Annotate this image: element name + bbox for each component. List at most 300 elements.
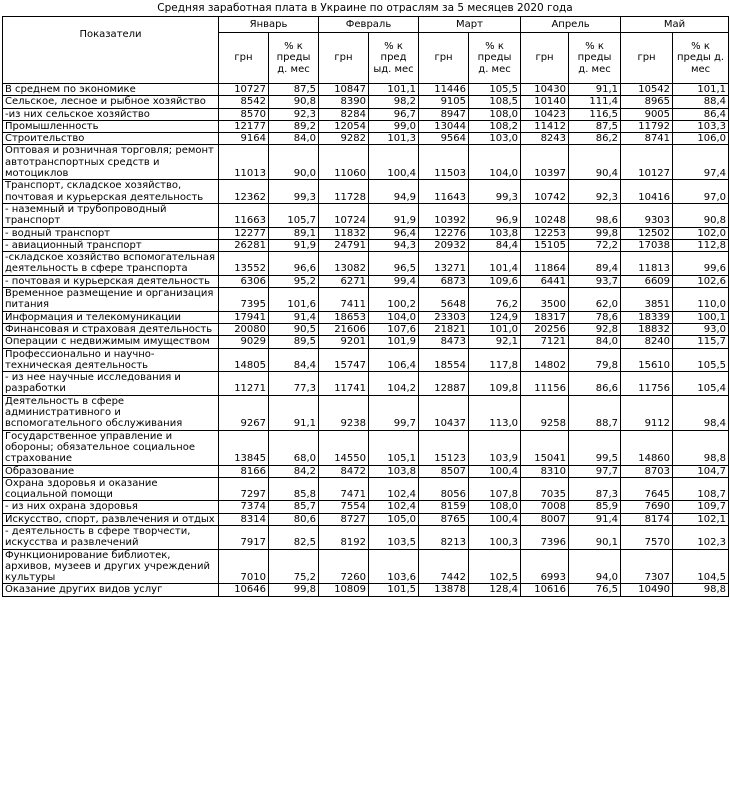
cell-pct: 103,8 <box>469 227 521 239</box>
row-label: Искусство, спорт, развлечения и отдых <box>3 513 219 525</box>
month-header-apr: Апрель <box>521 17 621 33</box>
table-row <box>3 239 729 251</box>
cell-uah: 13878 <box>419 584 469 596</box>
cell-uah: 8965 <box>621 96 673 108</box>
table-row <box>3 275 729 287</box>
cell-pct: 85,8 <box>269 477 319 501</box>
cell-pct: 102,4 <box>369 477 419 501</box>
cell-uah: 6993 <box>521 549 569 584</box>
cell-pct: 98,2 <box>369 96 419 108</box>
table-row <box>3 465 729 477</box>
row-label: Промышленность <box>3 120 219 132</box>
sub-header-pct: % к преды д. мес <box>269 33 319 84</box>
cell-uah: 11013 <box>219 145 269 180</box>
table-row <box>3 108 729 120</box>
cell-uah: 11756 <box>621 372 673 396</box>
cell-pct: 104,2 <box>369 372 419 396</box>
cell-pct: 108,0 <box>469 501 521 513</box>
cell-uah: 10430 <box>521 84 569 96</box>
cell-uah: 7035 <box>521 477 569 501</box>
cell-uah: 10416 <box>621 180 673 204</box>
sub-header-uah: грн <box>219 33 269 84</box>
cell-uah: 11156 <box>521 372 569 396</box>
cell-uah: 12887 <box>419 372 469 396</box>
cell-pct: 86,4 <box>673 108 729 120</box>
cell-uah: 10742 <box>521 180 569 204</box>
cell-pct: 90,5 <box>269 323 319 335</box>
row-label: Операции с недвижимым имуществом <box>3 336 219 348</box>
cell-pct: 96,9 <box>469 203 521 227</box>
row-label: Профессионально и научно-техническая деятельность <box>3 348 219 372</box>
table-row <box>3 501 729 513</box>
cell-uah: 7645 <box>621 477 673 501</box>
cell-pct: 101,4 <box>469 252 521 276</box>
cell-uah: 8213 <box>419 525 469 549</box>
cell-uah: 12054 <box>319 120 369 132</box>
row-label: - деятельность в сфере творчести, искусства и развлечений <box>3 525 219 549</box>
cell-pct: 102,1 <box>673 513 729 525</box>
sub-header-uah: грн <box>419 33 469 84</box>
cell-uah: 7297 <box>219 477 269 501</box>
cell-pct: 84,0 <box>269 133 319 145</box>
cell-uah: 9112 <box>621 395 673 430</box>
cell-pct: 90,8 <box>269 96 319 108</box>
cell-pct: 91,9 <box>369 203 419 227</box>
cell-pct: 98,4 <box>673 395 729 430</box>
cell-uah: 14550 <box>319 430 369 465</box>
cell-pct: 101,6 <box>269 288 319 312</box>
cell-uah: 12502 <box>621 227 673 239</box>
cell-pct: 96,5 <box>369 252 419 276</box>
cell-uah: 23303 <box>419 311 469 323</box>
cell-pct: 104,7 <box>673 465 729 477</box>
table-row <box>3 96 729 108</box>
row-label: - наземный и трубопроводный транспорт <box>3 203 219 227</box>
cell-uah: 7690 <box>621 501 673 513</box>
cell-pct: 101,1 <box>369 84 419 96</box>
cell-uah: 9303 <box>621 203 673 227</box>
cell-uah: 9005 <box>621 108 673 120</box>
cell-pct: 84,2 <box>269 465 319 477</box>
cell-uah: 13044 <box>419 120 469 132</box>
cell-uah: 6441 <box>521 275 569 287</box>
cell-uah: 3851 <box>621 288 673 312</box>
cell-pct: 94,9 <box>369 180 419 204</box>
cell-pct: 99,3 <box>469 180 521 204</box>
cell-pct: 91,1 <box>269 395 319 430</box>
row-label: Информация и телекомуникации <box>3 311 219 323</box>
cell-uah: 8243 <box>521 133 569 145</box>
row-label: Сельское, лесное и рыбное хозяйство <box>3 96 219 108</box>
table-row <box>3 513 729 525</box>
cell-pct: 109,7 <box>673 501 729 513</box>
cell-uah: 26281 <box>219 239 269 251</box>
cell-pct: 124,9 <box>469 311 521 323</box>
cell-pct: 103,9 <box>469 430 521 465</box>
cell-uah: 20256 <box>521 323 569 335</box>
cell-pct: 107,6 <box>369 323 419 335</box>
cell-pct: 128,4 <box>469 584 521 596</box>
cell-uah: 11813 <box>621 252 673 276</box>
cell-uah: 18554 <box>419 348 469 372</box>
cell-pct: 101,0 <box>469 323 521 335</box>
row-label: Функционирование библиотек, архивов, музеев и других учреждений культуры <box>3 549 219 584</box>
cell-uah: 15610 <box>621 348 673 372</box>
cell-uah: 12177 <box>219 120 269 132</box>
cell-uah: 14805 <box>219 348 269 372</box>
cell-pct: 89,5 <box>269 336 319 348</box>
cell-uah: 14802 <box>521 348 569 372</box>
table-row <box>3 525 729 549</box>
cell-uah: 15747 <box>319 348 369 372</box>
row-label: Оптовая и розничная торговля; ремонт автотранспортных средств и мотоциклов <box>3 145 219 180</box>
cell-uah: 8240 <box>621 336 673 348</box>
cell-uah: 15123 <box>419 430 469 465</box>
cell-pct: 82,5 <box>269 525 319 549</box>
cell-uah: 8390 <box>319 96 369 108</box>
cell-pct: 86,2 <box>569 133 621 145</box>
row-label: - авиационный транспорт <box>3 239 219 251</box>
cell-uah: 11864 <box>521 252 569 276</box>
cell-pct: 102,3 <box>673 525 729 549</box>
cell-uah: 7374 <box>219 501 269 513</box>
cell-pct: 105,7 <box>269 203 319 227</box>
row-label: Деятельность в сфере административного и вспомогательного обслуживания <box>3 395 219 430</box>
cell-uah: 9258 <box>521 395 569 430</box>
cell-uah: 6271 <box>319 275 369 287</box>
row-label: -складское хозяйство вспомогательная деятельность в сфере транспорта <box>3 252 219 276</box>
cell-uah: 9105 <box>419 96 469 108</box>
cell-uah: 17941 <box>219 311 269 323</box>
cell-pct: 106,4 <box>369 348 419 372</box>
cell-uah: 10392 <box>419 203 469 227</box>
table-row <box>3 84 729 96</box>
cell-pct: 72,2 <box>569 239 621 251</box>
cell-uah: 10809 <box>319 584 369 596</box>
cell-uah: 7570 <box>621 525 673 549</box>
row-label: Строительство <box>3 133 219 145</box>
cell-uah: 10140 <box>521 96 569 108</box>
table-title: Средняя заработная плата в Украине по отраслям за 5 месяцев 2020 года <box>157 2 573 14</box>
table-row <box>3 395 729 430</box>
cell-pct: 98,8 <box>673 584 729 596</box>
cell-pct: 84,4 <box>269 348 319 372</box>
cell-pct: 92,1 <box>469 336 521 348</box>
cell-uah: 8310 <box>521 465 569 477</box>
cell-uah: 20080 <box>219 323 269 335</box>
cell-pct: 87,5 <box>569 120 621 132</box>
cell-pct: 97,7 <box>569 465 621 477</box>
cell-uah: 13082 <box>319 252 369 276</box>
cell-uah: 21606 <box>319 323 369 335</box>
cell-pct: 89,4 <box>569 252 621 276</box>
table-row <box>3 477 729 501</box>
table-row <box>3 584 729 596</box>
cell-pct: 85,9 <box>569 501 621 513</box>
cell-uah: 11832 <box>319 227 369 239</box>
cell-pct: 99,8 <box>269 584 319 596</box>
cell-uah: 18653 <box>319 311 369 323</box>
sub-header-uah: грн <box>621 33 673 84</box>
cell-pct: 106,0 <box>673 133 729 145</box>
cell-uah: 8703 <box>621 465 673 477</box>
cell-pct: 90,0 <box>269 145 319 180</box>
cell-pct: 113,0 <box>469 395 521 430</box>
cell-uah: 10646 <box>219 584 269 596</box>
cell-uah: 8473 <box>419 336 469 348</box>
table-row <box>3 133 729 145</box>
cell-pct: 100,2 <box>369 288 419 312</box>
cell-uah: 20932 <box>419 239 469 251</box>
row-label: - из них охрана здоровья <box>3 501 219 513</box>
cell-pct: 99,8 <box>569 227 621 239</box>
cell-uah: 11643 <box>419 180 469 204</box>
cell-pct: 87,5 <box>269 84 319 96</box>
cell-pct: 98,8 <box>673 430 729 465</box>
cell-pct: 110,0 <box>673 288 729 312</box>
table-row <box>3 252 729 276</box>
cell-pct: 62,0 <box>569 288 621 312</box>
cell-pct: 108,7 <box>673 477 729 501</box>
indicator-header: Показатели <box>3 17 219 84</box>
cell-uah: 7471 <box>319 477 369 501</box>
table-row <box>3 120 729 132</box>
cell-uah: 15041 <box>521 430 569 465</box>
cell-uah: 7307 <box>621 549 673 584</box>
table-row <box>3 203 729 227</box>
cell-uah: 8284 <box>319 108 369 120</box>
cell-uah: 5648 <box>419 288 469 312</box>
cell-uah: 10248 <box>521 203 569 227</box>
cell-pct: 90,4 <box>569 145 621 180</box>
cell-uah: 15105 <box>521 239 569 251</box>
cell-uah: 24791 <box>319 239 369 251</box>
cell-pct: 109,6 <box>469 275 521 287</box>
cell-pct: 96,4 <box>369 227 419 239</box>
sub-header-uah: грн <box>319 33 369 84</box>
cell-pct: 99,0 <box>369 120 419 132</box>
cell-uah: 10397 <box>521 145 569 180</box>
cell-uah: 7008 <box>521 501 569 513</box>
cell-pct: 104,0 <box>469 145 521 180</box>
cell-pct: 103,8 <box>369 465 419 477</box>
row-label: - из нее научные исследования и разработки <box>3 372 219 396</box>
table-row <box>3 288 729 312</box>
cell-uah: 18339 <box>621 311 673 323</box>
table-row <box>3 227 729 239</box>
sub-header-pct: % к преды д. мес <box>569 33 621 84</box>
row-label: Охрана здоровья и оказание социальной помощи <box>3 477 219 501</box>
row-label: - почтовая и курьерская деятельность <box>3 275 219 287</box>
sub-header-pct: % к пред ыд. мес <box>369 33 419 84</box>
cell-uah: 11060 <box>319 145 369 180</box>
month-header-jan: Январь <box>219 17 319 33</box>
cell-uah: 13271 <box>419 252 469 276</box>
table-row <box>3 311 729 323</box>
cell-pct: 108,5 <box>469 96 521 108</box>
cell-uah: 9564 <box>419 133 469 145</box>
cell-pct: 84,0 <box>569 336 621 348</box>
row-label: - водный транспорт <box>3 227 219 239</box>
cell-pct: 89,2 <box>269 120 319 132</box>
cell-pct: 103,5 <box>369 525 419 549</box>
row-label: Образование <box>3 465 219 477</box>
row-label: -из них сельское хозяйство <box>3 108 219 120</box>
cell-pct: 95,2 <box>269 275 319 287</box>
cell-pct: 92,3 <box>569 180 621 204</box>
month-header-feb: Февраль <box>319 17 419 33</box>
cell-uah: 8765 <box>419 513 469 525</box>
cell-uah: 9267 <box>219 395 269 430</box>
cell-uah: 18317 <box>521 311 569 323</box>
cell-uah: 11728 <box>319 180 369 204</box>
cell-pct: 101,1 <box>673 84 729 96</box>
cell-pct: 102,5 <box>469 549 521 584</box>
sub-header-pct: % к преды д. мес <box>673 33 729 84</box>
cell-pct: 93,0 <box>673 323 729 335</box>
cell-uah: 8056 <box>419 477 469 501</box>
cell-pct: 116,5 <box>569 108 621 120</box>
cell-pct: 79,8 <box>569 348 621 372</box>
cell-uah: 7411 <box>319 288 369 312</box>
cell-uah: 8947 <box>419 108 469 120</box>
cell-pct: 102,4 <box>369 501 419 513</box>
cell-pct: 85,7 <box>269 501 319 513</box>
cell-uah: 7121 <box>521 336 569 348</box>
cell-uah: 6609 <box>621 275 673 287</box>
cell-pct: 86,6 <box>569 372 621 396</box>
cell-uah: 6306 <box>219 275 269 287</box>
cell-uah: 9238 <box>319 395 369 430</box>
cell-uah: 7396 <box>521 525 569 549</box>
row-label: В среднем по экономике <box>3 84 219 96</box>
cell-pct: 100,4 <box>469 465 521 477</box>
cell-uah: 10127 <box>621 145 673 180</box>
salary-table <box>2 16 729 597</box>
cell-pct: 108,0 <box>469 108 521 120</box>
cell-pct: 99,6 <box>673 252 729 276</box>
cell-pct: 88,7 <box>569 395 621 430</box>
cell-uah: 9164 <box>219 133 269 145</box>
cell-uah: 12253 <box>521 227 569 239</box>
cell-uah: 13845 <box>219 430 269 465</box>
cell-pct: 105,5 <box>673 348 729 372</box>
cell-pct: 91,1 <box>569 84 621 96</box>
cell-uah: 10437 <box>419 395 469 430</box>
cell-pct: 100,4 <box>369 145 419 180</box>
cell-pct: 101,3 <box>369 133 419 145</box>
cell-pct: 107,8 <box>469 477 521 501</box>
cell-pct: 96,6 <box>269 252 319 276</box>
cell-pct: 105,4 <box>673 372 729 396</box>
cell-uah: 11412 <box>521 120 569 132</box>
cell-pct: 94,0 <box>569 549 621 584</box>
cell-pct: 89,1 <box>269 227 319 239</box>
cell-pct: 100,4 <box>469 513 521 525</box>
month-header-mar: Март <box>419 17 521 33</box>
cell-uah: 7442 <box>419 549 469 584</box>
cell-uah: 10847 <box>319 84 369 96</box>
cell-uah: 10727 <box>219 84 269 96</box>
row-label: Транспорт, складское хозяйство, почтовая и курьерская деятельность <box>3 180 219 204</box>
cell-pct: 99,3 <box>269 180 319 204</box>
cell-uah: 13552 <box>219 252 269 276</box>
cell-pct: 90,8 <box>673 203 729 227</box>
cell-pct: 105,5 <box>469 84 521 96</box>
cell-uah: 8741 <box>621 133 673 145</box>
cell-pct: 88,4 <box>673 96 729 108</box>
cell-uah: 18832 <box>621 323 673 335</box>
cell-uah: 8192 <box>319 525 369 549</box>
cell-pct: 91,4 <box>269 311 319 323</box>
cell-uah: 8166 <box>219 465 269 477</box>
cell-uah: 8542 <box>219 96 269 108</box>
cell-pct: 87,3 <box>569 477 621 501</box>
cell-uah: 8007 <box>521 513 569 525</box>
cell-pct: 102,0 <box>673 227 729 239</box>
cell-pct: 108,2 <box>469 120 521 132</box>
cell-pct: 100,1 <box>673 311 729 323</box>
cell-uah: 11663 <box>219 203 269 227</box>
cell-pct: 102,6 <box>673 275 729 287</box>
cell-uah: 3500 <box>521 288 569 312</box>
cell-uah: 8472 <box>319 465 369 477</box>
cell-uah: 11503 <box>419 145 469 180</box>
row-label: Государственное управление и обороны; обязательное социальное страхование <box>3 430 219 465</box>
cell-pct: 92,3 <box>269 108 319 120</box>
row-label: Временное размещение и организация питания <box>3 288 219 312</box>
cell-uah: 12277 <box>219 227 269 239</box>
cell-pct: 92,8 <box>569 323 621 335</box>
table-row <box>3 145 729 180</box>
cell-uah: 17038 <box>621 239 673 251</box>
cell-uah: 14860 <box>621 430 673 465</box>
cell-pct: 104,5 <box>673 549 729 584</box>
cell-pct: 98,6 <box>569 203 621 227</box>
cell-pct: 76,5 <box>569 584 621 596</box>
cell-uah: 10724 <box>319 203 369 227</box>
sub-header-uah: грн <box>521 33 569 84</box>
month-header-may: Май <box>621 17 729 33</box>
cell-pct: 103,0 <box>469 133 521 145</box>
table-row <box>3 348 729 372</box>
cell-pct: 80,6 <box>269 513 319 525</box>
cell-pct: 104,0 <box>369 311 419 323</box>
cell-uah: 7554 <box>319 501 369 513</box>
table-body <box>3 84 729 597</box>
cell-pct: 91,4 <box>569 513 621 525</box>
cell-uah: 7917 <box>219 525 269 549</box>
table-row <box>3 430 729 465</box>
cell-pct: 78,6 <box>569 311 621 323</box>
cell-uah: 12276 <box>419 227 469 239</box>
cell-uah: 8174 <box>621 513 673 525</box>
cell-uah: 8727 <box>319 513 369 525</box>
cell-pct: 105,0 <box>369 513 419 525</box>
cell-uah: 11741 <box>319 372 369 396</box>
cell-pct: 76,2 <box>469 288 521 312</box>
cell-uah: 11271 <box>219 372 269 396</box>
table-row <box>3 180 729 204</box>
cell-uah: 8159 <box>419 501 469 513</box>
cell-uah: 9282 <box>319 133 369 145</box>
cell-uah: 10616 <box>521 584 569 596</box>
table-row <box>3 336 729 348</box>
cell-pct: 112,8 <box>673 239 729 251</box>
cell-pct: 97,4 <box>673 145 729 180</box>
cell-pct: 105,1 <box>369 430 419 465</box>
cell-uah: 21821 <box>419 323 469 335</box>
